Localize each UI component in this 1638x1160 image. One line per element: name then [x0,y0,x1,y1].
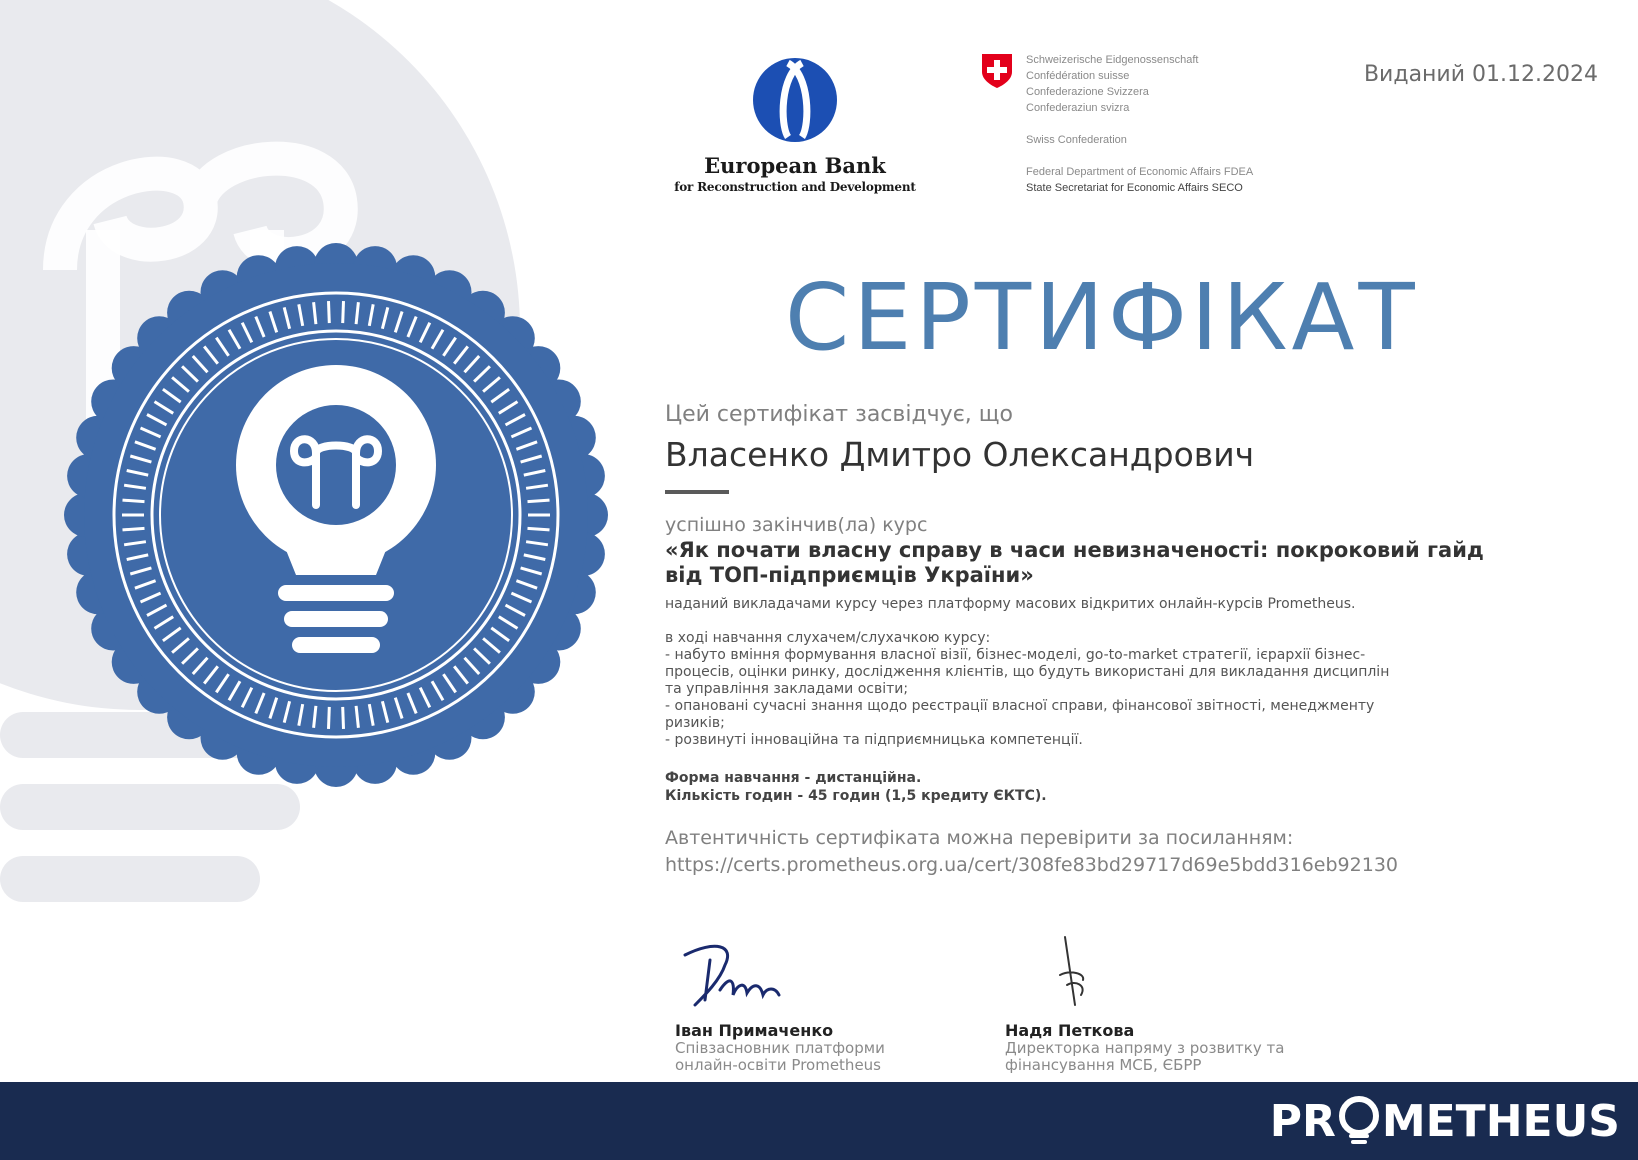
outcome-2-line-1: - опановані сучасні знання щодо реєстрації власної справи, фінансової звітності, менеджменту [665,698,1375,714]
recipient-name: Власенко Дмитро Олександрович [665,435,1255,474]
signer-1-name: Іван Примаченко [675,1021,834,1040]
course-title-line-2: від ТОП-підприємців України» [665,563,1034,587]
ebrd-logo [655,55,935,194]
ebrd-subtitle: for Reconstruction and Development [674,180,916,194]
signer-1-role-line-2: онлайн-освіти Prometheus [675,1056,881,1074]
footer-bar [0,1082,1638,1160]
certifies-text: Цей сертифікат засвідчує, що [665,402,1013,427]
course-title-line-1: «Як почати власну справу в часи невизначеності: покроковий гайд [665,538,1484,562]
form-of-study: Форма навчання - дистанційна. [665,770,922,786]
outcome-3: - розвинуті інноваційна та підприємницька компетенції. [665,732,1083,748]
course-title [665,538,1615,588]
certificate-body [665,402,1615,879]
signer-2-role-line-1: Директорка напряму з розвитку та [1005,1039,1285,1057]
name-divider [665,490,729,494]
swiss-line-it: Confederazione Svizzera [1026,86,1149,98]
study-details [665,769,1615,805]
brand-text-start: PR [1269,1095,1336,1147]
verify-url[interactable]: https://certs.prometheus.org.ua/cert/308fe83bd29717d69e5bdd316eb92130 [665,854,1399,876]
certificate-title: СЕРТИФІКАТ [785,264,1419,371]
verification [665,825,1615,879]
swiss-seco: State Secretariat for Economic Affairs SECO [1026,182,1243,194]
signer-2 [1005,935,1365,1074]
swiss-line-fr: Confédération suisse [1026,70,1130,82]
ebrd-name: European Bank [704,153,886,178]
signature-1-icon [675,935,795,1015]
signer-2-role-line-2: фінансування МСБ, ЄБРР [1005,1056,1202,1074]
swiss-line-en: Swiss Confederation [1026,134,1127,146]
swiss-line-de: Schweizerische Eidgenossenschaft [1026,54,1199,66]
swiss-shield-icon [980,52,1014,90]
signer-1-role-line-1: Співзасновник платформи [675,1039,885,1057]
prometheus-logo [1270,1096,1620,1146]
signer-2-name: Надя Петкова [1005,1021,1135,1040]
brand-text-end: METHEUS [1381,1095,1620,1147]
signature-2-icon [1005,935,1125,1015]
partner-logos [0,50,1638,210]
swiss-line-rm: Confederaziun svizra [1026,102,1130,114]
signer-1 [675,935,975,1074]
outcome-1-line-3: та управління закладами освіти; [665,681,909,697]
completed-text: успішно закінчив(ла) курс [665,514,928,536]
ebrd-emblem-icon [750,55,840,145]
outcome-1-line-2: процесів, оцінки ринку, дослідження клієнтів, що будуть використані для викладання дисциплін [665,664,1390,680]
swiss-dept: Federal Department of Economic Affairs FDEA [1026,166,1254,178]
brand-bulb-icon [1337,1096,1381,1146]
hours: Кількість годин - 45 годин (1,5 кредиту ЄКТС). [665,788,1047,804]
outcome-2-line-2: ризиків; [665,715,725,731]
issue-date: Виданий 01.12.2024 [1363,62,1598,87]
outcomes-intro: в ході навчання слухачем/слухачкою курсу: [665,630,991,646]
verify-label: Автентичність сертифіката можна перевірити за посиланням: [665,827,1294,849]
learning-outcomes [665,630,1615,749]
outcome-1-line-1: - набуто вміння формування власної візії, бізнес-моделі, go-to-market стратегії, ієрархії бізнес- [665,647,1366,663]
provided-text: наданий викладачами курсу через платформу масових відкритих онлайн-курсів Prometheus. [665,596,1356,612]
